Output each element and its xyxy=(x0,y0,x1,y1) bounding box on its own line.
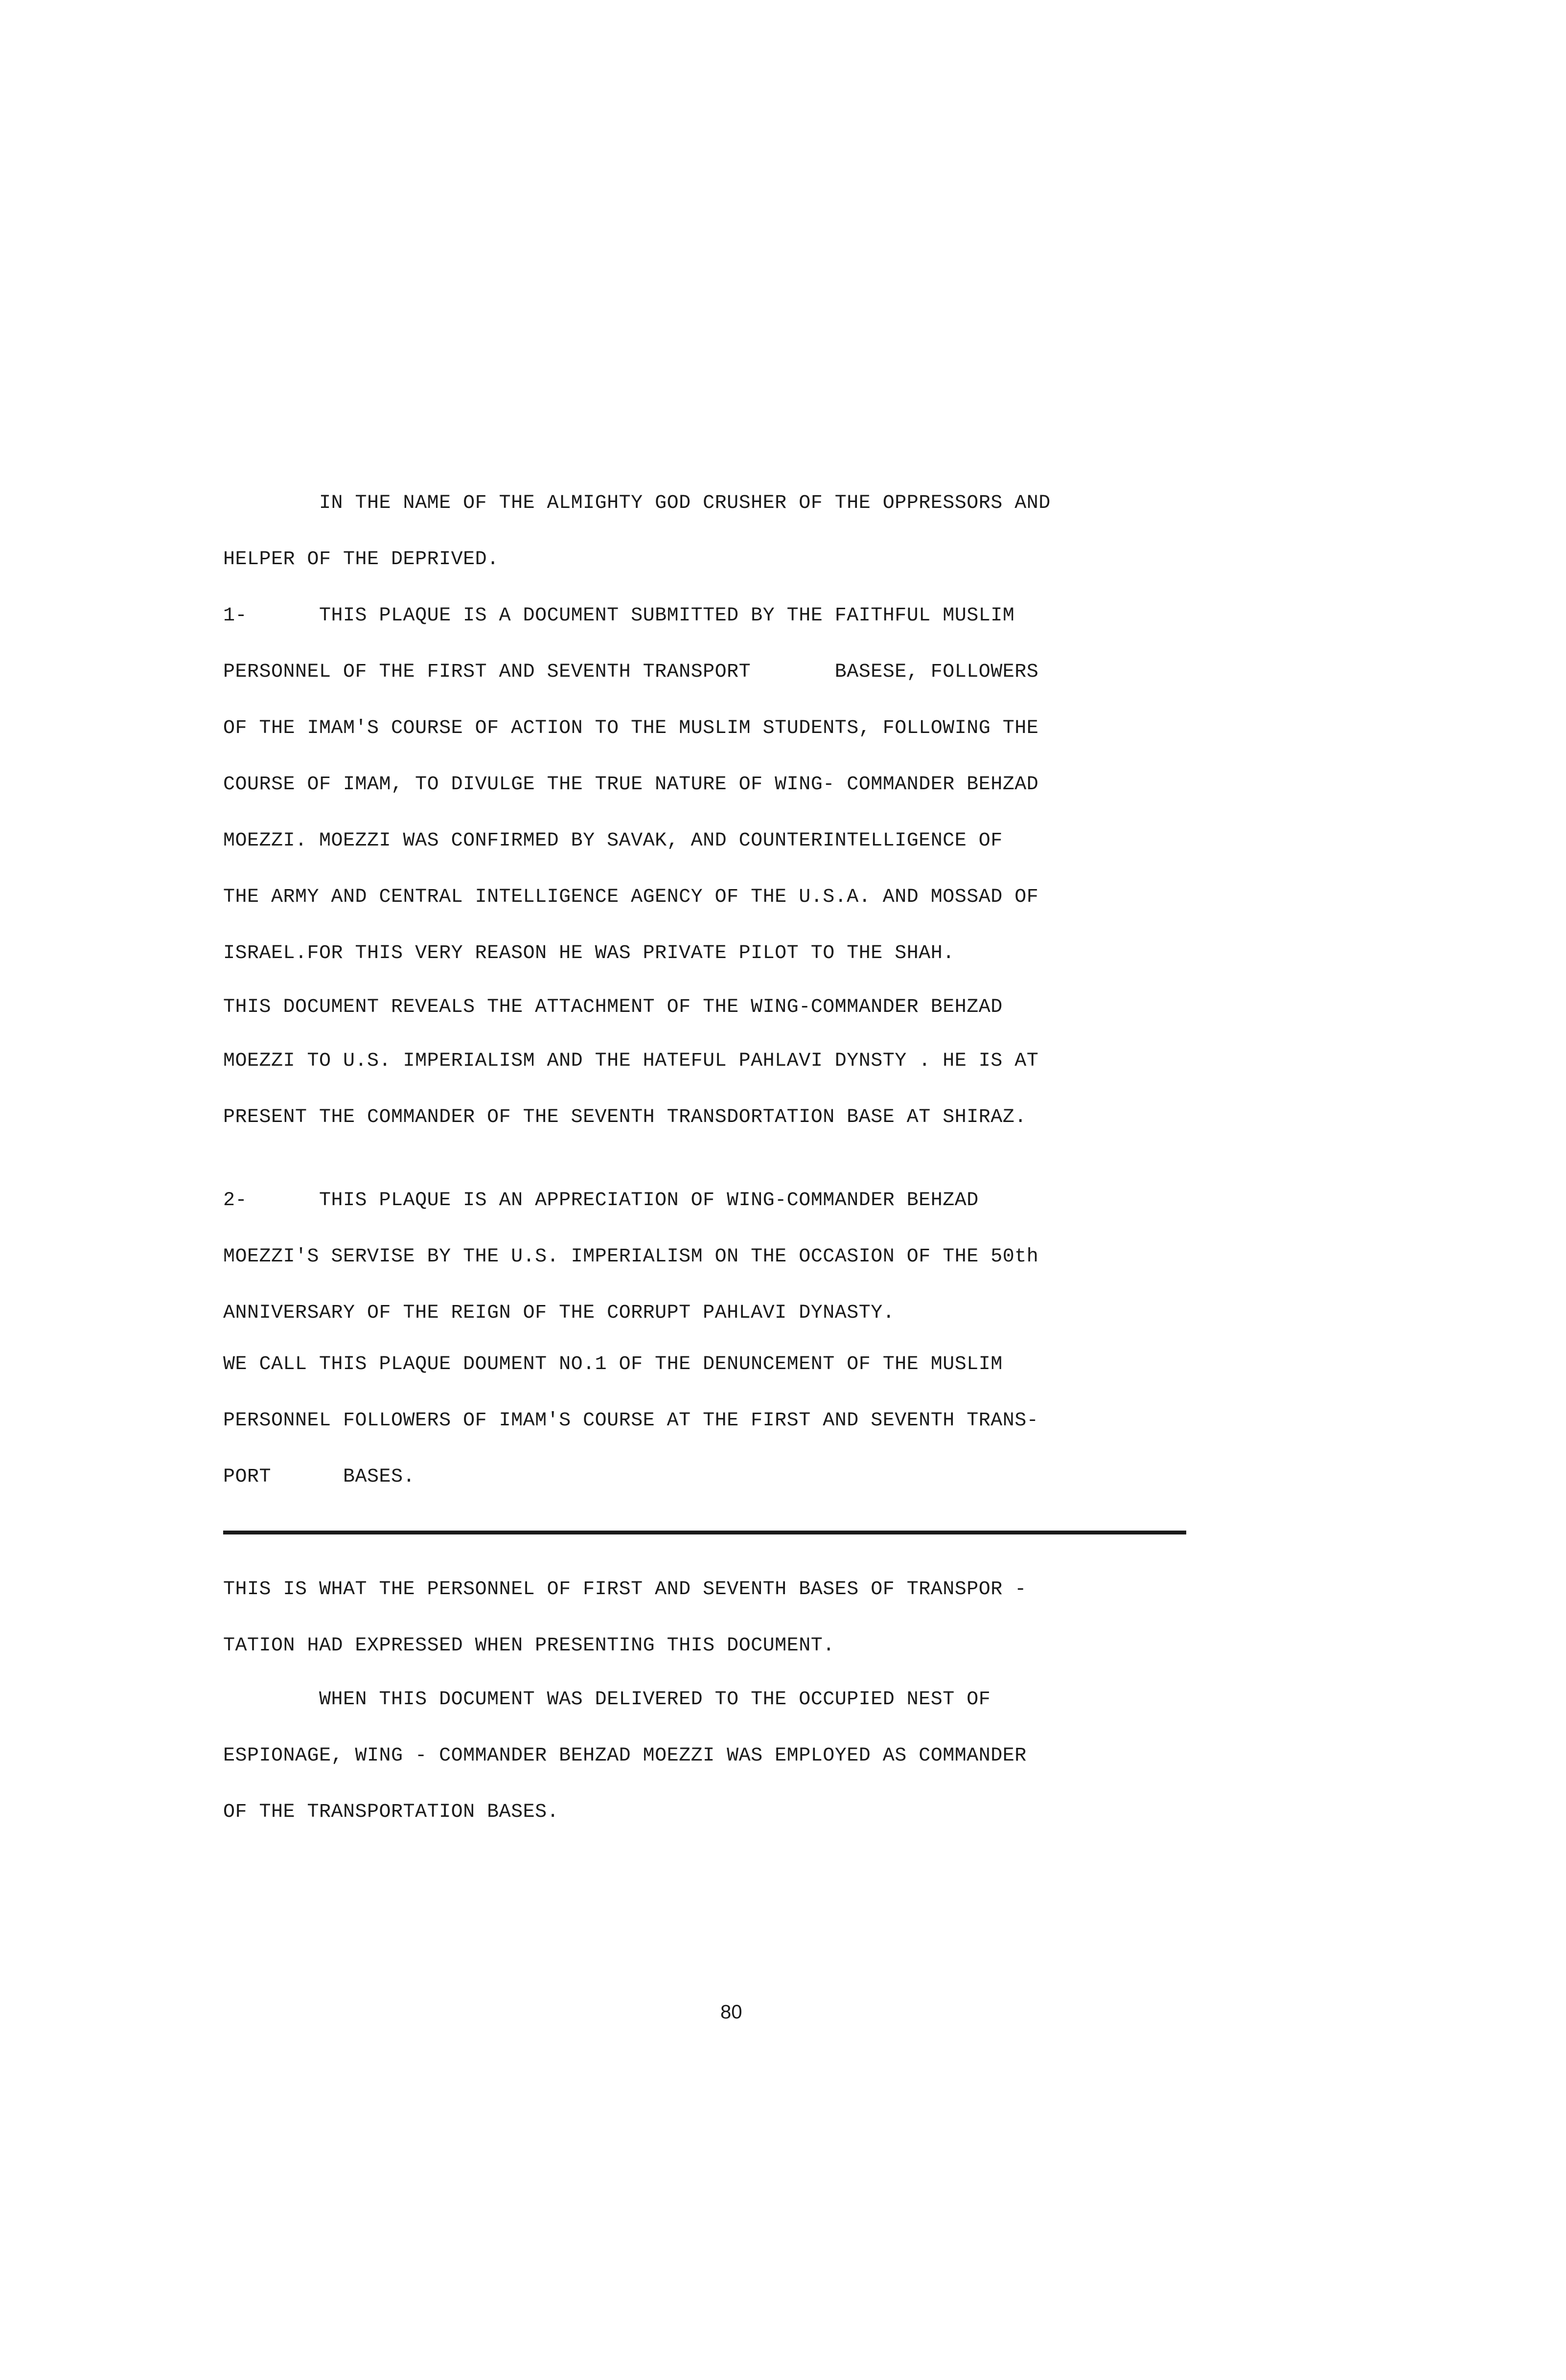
text-line: ESPIONAGE, WING - COMMANDER BEHZAD MOEZZI WAS EMPLOYED AS COMMANDER xyxy=(223,1745,1027,1767)
text-line: MOEZZI TO U.S. IMPERIALISM AND THE HATEFUL PAHLAVI DYNSTY . HE IS AT xyxy=(223,1050,1039,1072)
horizontal-divider xyxy=(223,1531,1186,1534)
text-line: PERSONNEL FOLLOWERS OF IMAM'S COURSE AT THE FIRST AND SEVENTH TRANS- xyxy=(223,1410,1039,1432)
text-line: COURSE OF IMAM, TO DIVULGE THE TRUE NATURE OF WING- COMMANDER BEHZAD xyxy=(223,774,1039,796)
text-line: MOEZZI'S SERVISE BY THE U.S. IMPERIALISM ON THE OCCASION OF THE 50th xyxy=(223,1246,1039,1268)
text-line: HELPER OF THE DEPRIVED. xyxy=(223,549,499,571)
text-line: ANNIVERSARY OF THE REIGN OF THE CORRUPT PAHLAVI DYNASTY. xyxy=(223,1302,895,1324)
text-line: OF THE TRANSPORTATION BASES. xyxy=(223,1801,559,1823)
text-line: IN THE NAME OF THE ALMIGHTY GOD CRUSHER OF THE OPPRESSORS AND xyxy=(223,492,1051,514)
text-line: ISRAEL.FOR THIS VERY REASON HE WAS PRIVATE PILOT TO THE SHAH. xyxy=(223,942,955,964)
text-line: PORT BASES. xyxy=(223,1466,415,1488)
text-line: MOEZZI. MOEZZI WAS CONFIRMED BY SAVAK, AND COUNTERINTELLIGENCE OF xyxy=(223,830,1003,852)
text-line: PRESENT THE COMMANDER OF THE SEVENTH TRANSDORTATION BASE AT SHIRAZ. xyxy=(223,1106,1027,1128)
text-line: WHEN THIS DOCUMENT WAS DELIVERED TO THE OCCUPIED NEST OF xyxy=(223,1689,991,1711)
text-line: 1- THIS PLAQUE IS A DOCUMENT SUBMITTED BY THE FAITHFUL MUSLIM xyxy=(223,605,1015,627)
text-line: OF THE IMAM'S COURSE OF ACTION TO THE MUSLIM STUDENTS, FOLLOWING THE xyxy=(223,717,1039,739)
text-line: THIS DOCUMENT REVEALS THE ATTACHMENT OF THE WING-COMMANDER BEHZAD xyxy=(223,996,1003,1018)
text-line: 2- THIS PLAQUE IS AN APPRECIATION OF WING-COMMANDER BEHZAD xyxy=(223,1190,979,1212)
text-line: TATION HAD EXPRESSED WHEN PRESENTING THIS DOCUMENT. xyxy=(223,1635,835,1657)
text-line: WE CALL THIS PLAQUE DOUMENT NO.1 OF THE DENUNCEMENT OF THE MUSLIM xyxy=(223,1353,1003,1375)
text-line: THIS IS WHAT THE PERSONNEL OF FIRST AND SEVENTH BASES OF TRANSPOR - xyxy=(223,1579,1027,1601)
page-number: 80 xyxy=(720,2001,742,2023)
text-line: PERSONNEL OF THE FIRST AND SEVENTH TRANSPORT BASESE, FOLLOWERS xyxy=(223,661,1039,683)
text-line: THE ARMY AND CENTRAL INTELLIGENCE AGENCY OF THE U.S.A. AND MOSSAD OF xyxy=(223,886,1039,908)
